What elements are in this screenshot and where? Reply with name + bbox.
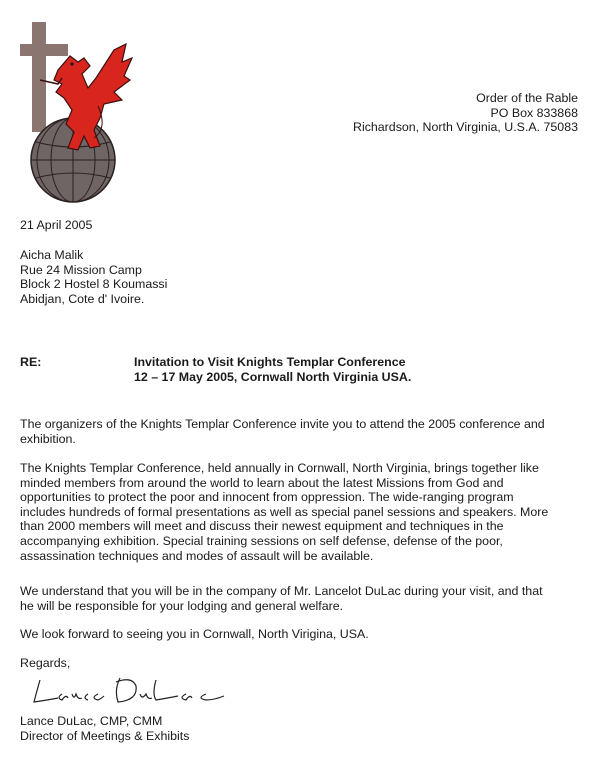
paragraph-line: We look forward to seeing you in Cornwall, North Virigina, USA.: [20, 627, 369, 641]
paragraph-line: The Knights Templar Conference, held annually in Cornwall, North Virginia, brings together like: [20, 461, 539, 475]
signer-title: Director of Meetings & Exhibits: [20, 728, 190, 743]
recipient-line: Rue 24 Mission Camp: [20, 262, 142, 277]
recipient-address: [20, 248, 167, 306]
letter-date: 21 April 2005: [20, 218, 93, 232]
paragraph-line: exhibition.: [20, 431, 76, 446]
recipient-line: Aicha Malik: [20, 248, 84, 262]
handwritten-signature: [28, 672, 248, 712]
subject-line: 12 – 17 May 2005, Cornwall North Virginia USA.: [134, 369, 412, 384]
cross-shape: [32, 22, 46, 132]
body-paragraph: [20, 461, 580, 563]
re-label: RE:: [20, 355, 42, 369]
body-paragraph: [20, 417, 580, 446]
sender-line: Richardson, North Virginia, U.S.A. 75083: [353, 120, 578, 135]
signer-block: [20, 714, 189, 743]
re-subject: [134, 355, 411, 384]
body-paragraph: [20, 627, 580, 642]
paragraph-line: includes hundreds of formal presentations as well as special panel sessions and speakers. More: [20, 504, 549, 519]
closing: Regards,: [20, 656, 71, 670]
recipient-line: Abidjan, Cote d' Ivoire.: [20, 291, 145, 306]
paragraph-line: accompanying exhibition. Special training sessions on self defense, defense of the poor,: [20, 533, 503, 548]
sender-line: Order of the Rable: [476, 91, 578, 105]
signer-name: Lance DuLac, CMP, CMM: [20, 714, 163, 728]
paragraph-line: We understand that you will be in the company of Mr. Lancelot DuLac during your visit, and that: [20, 584, 543, 598]
letterhead-logo: [18, 18, 138, 208]
subject-line: Invitation to Visit Knights Templar Conference: [134, 355, 406, 369]
paragraph-line: The organizers of the Knights Templar Conference invite you to attend the 2005 conference and: [20, 417, 545, 431]
sender-address: [278, 91, 578, 135]
recipient-line: Block 2 Hostel 8 Koumassi: [20, 277, 168, 292]
paragraph-line: opportunities to protect the poor and innocent from oppression. The wide-ranging program: [20, 490, 514, 505]
sender-line: PO Box 833868: [490, 105, 578, 120]
paragraph-line: than 2000 members will meet and discuss their newest equipment and techniques in the: [20, 519, 504, 534]
cross-shape: [20, 44, 68, 56]
paragraph-line: he will be responsible for your lodging and general welfare.: [20, 598, 344, 613]
paragraph-line: minded members from around the world to learn about the latest Missions from God and: [20, 475, 504, 490]
paragraph-line: assassination techniques and modes of assault will be available.: [20, 548, 374, 563]
body-paragraph: [20, 584, 580, 613]
